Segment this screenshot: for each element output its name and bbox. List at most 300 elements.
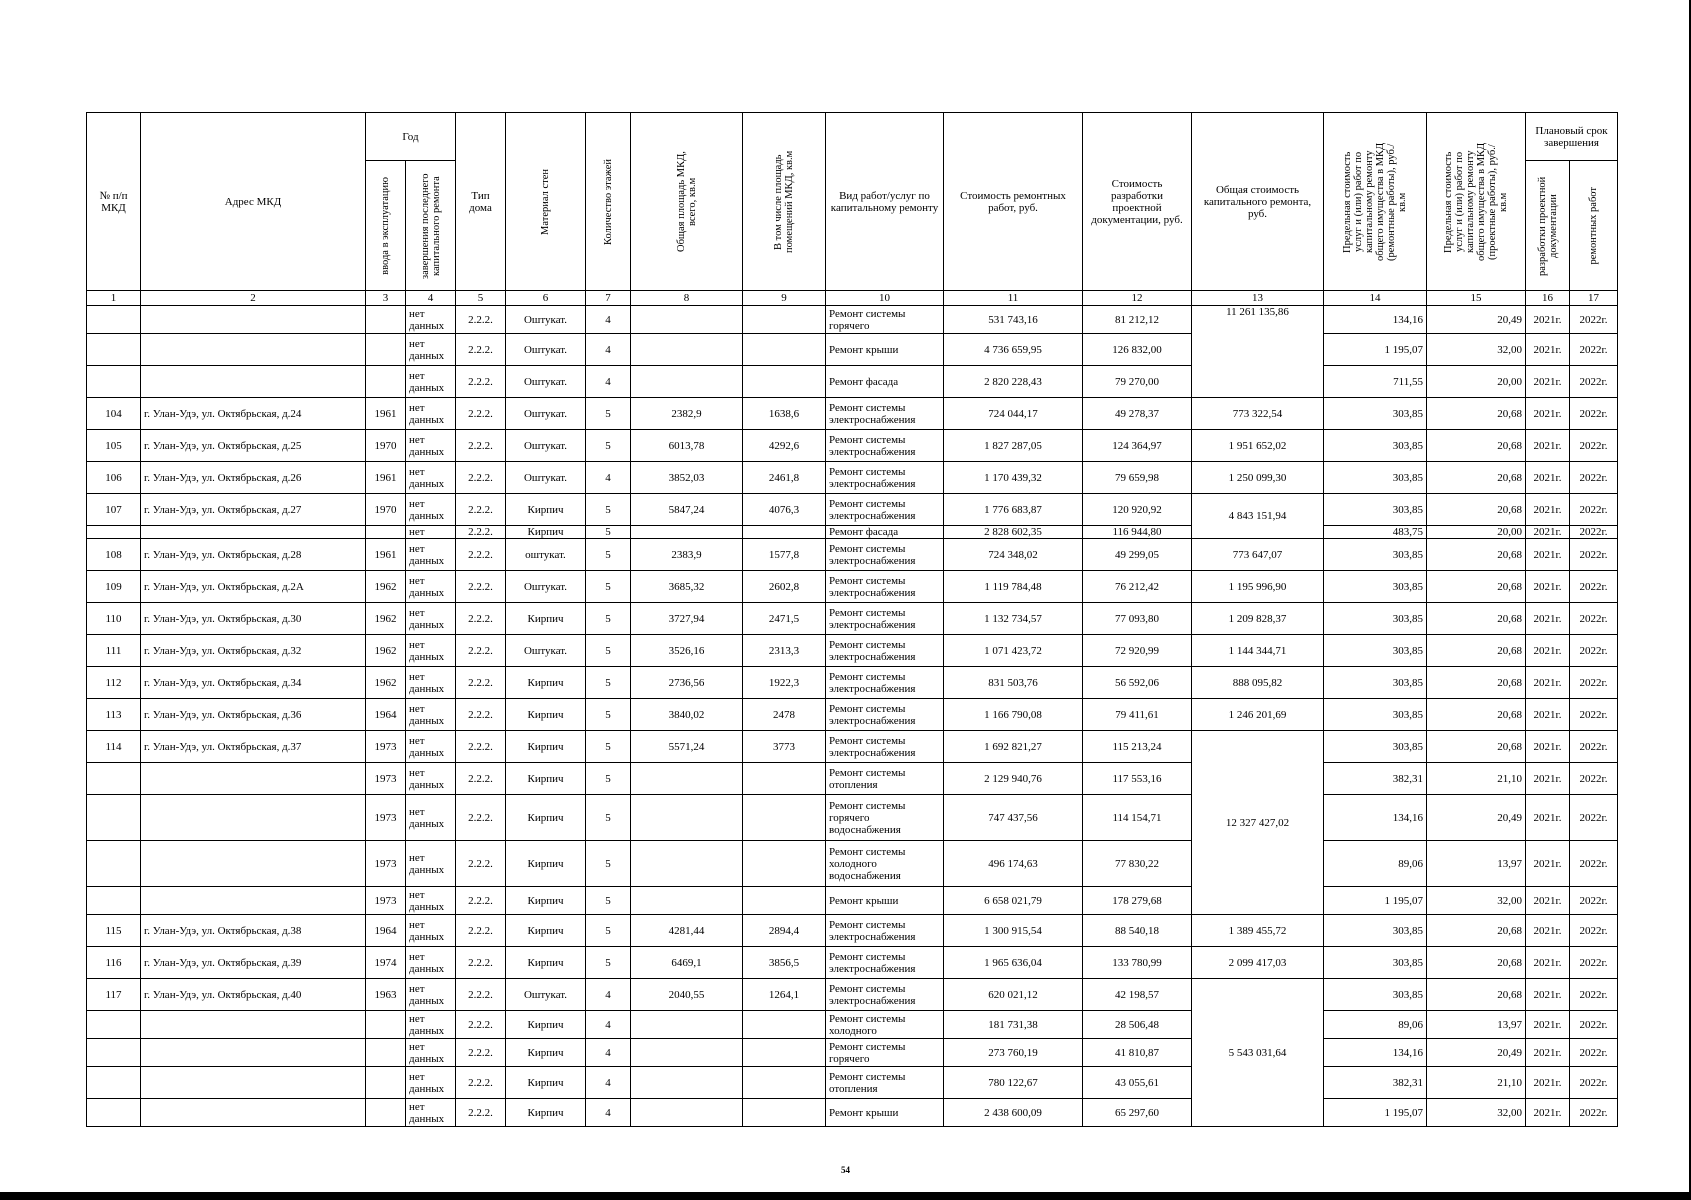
cell-work-type: Ремонт системы электроснабжения <box>826 494 944 526</box>
cell-year-last-repair: нет данных <box>406 398 456 430</box>
cell-wall-material: Оштукат. <box>506 571 586 603</box>
cell-plan-repair-year: 2022г. <box>1570 979 1618 1011</box>
cell-wall-material: Кирпич <box>506 915 586 947</box>
cell-mkd-number: 110 <box>87 603 141 635</box>
cell-wall-material: Оштукат. <box>506 430 586 462</box>
cell-house-type: 2.2.2. <box>456 915 506 947</box>
cell-plan-repair-year: 2022г. <box>1570 763 1618 795</box>
cell-mkd-number: 114 <box>87 731 141 763</box>
cell-work-type: Ремонт системы электроснабжения <box>826 667 944 699</box>
cell-address <box>141 366 366 398</box>
cell-work-type: Ремонт фасада <box>826 526 944 539</box>
cell-year-last-repair: нет данных <box>406 887 456 915</box>
cell-design-cost: 88 540,18 <box>1083 915 1192 947</box>
cell-year-commissioned: 1973 <box>366 795 406 841</box>
cell-repair-cost: 2 828 602,35 <box>944 526 1083 539</box>
header-house-type: Тип дома <box>456 113 506 291</box>
cell-house-type: 2.2.2. <box>456 763 506 795</box>
cell-house-type: 2.2.2. <box>456 526 506 539</box>
cell-address <box>141 1099 366 1127</box>
cell-plan-design-year: 2021г. <box>1526 462 1570 494</box>
cell-year-commissioned: 1974 <box>366 947 406 979</box>
cell-wall-material: Кирпич <box>506 731 586 763</box>
cell-wall-material: Кирпич <box>506 494 586 526</box>
cell-total-cost: 5 543 031,64 <box>1192 979 1324 1127</box>
cell-year-commissioned: 1962 <box>366 571 406 603</box>
cell-total-area: 3727,94 <box>631 603 743 635</box>
cell-work-type: Ремонт системы электроснабжения <box>826 462 944 494</box>
cell-address: г. Улан-Удэ, ул. Октябрьская, д.39 <box>141 947 366 979</box>
cell-premises-area: 3856,5 <box>743 947 826 979</box>
cell-address <box>141 841 366 887</box>
cell-limit-repair: 89,06 <box>1324 841 1427 887</box>
cell-plan-design-year: 2021г. <box>1526 1099 1570 1127</box>
cell-floors: 4 <box>586 334 631 366</box>
header-plan-design: разработки проектной документации <box>1536 175 1559 276</box>
cell-address <box>141 795 366 841</box>
cell-premises-area: 2313,3 <box>743 635 826 667</box>
cell-year-commissioned: 1963 <box>366 979 406 1011</box>
cell-floors: 5 <box>586 494 631 526</box>
cell-floors: 4 <box>586 1099 631 1127</box>
cell-house-type: 2.2.2. <box>456 366 506 398</box>
cell-design-cost: 49 278,37 <box>1083 398 1192 430</box>
cell-limit-repair: 303,85 <box>1324 539 1427 571</box>
cell-repair-cost: 2 438 600,09 <box>944 1099 1083 1127</box>
cell-repair-cost: 747 437,56 <box>944 795 1083 841</box>
cell-plan-repair-year: 2022г. <box>1570 841 1618 887</box>
cell-limit-design: 20,68 <box>1427 603 1526 635</box>
cell-repair-cost: 1 132 734,57 <box>944 603 1083 635</box>
cell-address: г. Улан-Удэ, ул. Октябрьская, д.24 <box>141 398 366 430</box>
cell-year-commissioned <box>366 366 406 398</box>
cell-limit-repair: 134,16 <box>1324 306 1427 334</box>
cell-total-area: 3685,32 <box>631 571 743 603</box>
cell-premises-area: 2471,5 <box>743 603 826 635</box>
header-plan-repair: ремонтных работ <box>1588 186 1599 265</box>
cell-house-type: 2.2.2. <box>456 430 506 462</box>
cell-limit-repair: 134,16 <box>1324 795 1427 841</box>
cell-mkd-number <box>87 1067 141 1099</box>
cell-mkd-number <box>87 841 141 887</box>
cell-design-cost: 28 506,48 <box>1083 1011 1192 1039</box>
cell-design-cost: 43 055,61 <box>1083 1067 1192 1099</box>
cell-plan-repair-year: 2022г. <box>1570 915 1618 947</box>
table-row <box>87 1099 1618 1127</box>
table-row <box>87 571 1618 603</box>
cell-design-cost: 77 093,80 <box>1083 603 1192 635</box>
cell-plan-repair-year: 2022г. <box>1570 947 1618 979</box>
cell-floors: 5 <box>586 539 631 571</box>
cell-house-type: 2.2.2. <box>456 731 506 763</box>
cell-plan-design-year: 2021г. <box>1526 795 1570 841</box>
cell-premises-area <box>743 366 826 398</box>
cell-wall-material: Оштукат. <box>506 462 586 494</box>
cell-house-type: 2.2.2. <box>456 398 506 430</box>
cell-floors: 4 <box>586 306 631 334</box>
cell-repair-cost: 1 071 423,72 <box>944 635 1083 667</box>
cell-repair-cost: 1 166 790,08 <box>944 699 1083 731</box>
cell-address: г. Улан-Удэ, ул. Октябрьская, д.36 <box>141 699 366 731</box>
cell-plan-design-year: 2021г. <box>1526 494 1570 526</box>
cell-plan-repair-year: 2022г. <box>1570 887 1618 915</box>
cell-house-type: 2.2.2. <box>456 979 506 1011</box>
cell-work-type: Ремонт системы электроснабжения <box>826 635 944 667</box>
cell-premises-area <box>743 1067 826 1099</box>
cell-plan-repair-year: 2022г. <box>1570 635 1618 667</box>
cell-limit-design: 20,68 <box>1427 731 1526 763</box>
cell-mkd-number <box>87 526 141 539</box>
cell-total-area <box>631 1011 743 1039</box>
cell-work-type: Ремонт фасада <box>826 366 944 398</box>
cell-limit-design: 20,68 <box>1427 915 1526 947</box>
cell-address: г. Улан-Удэ, ул. Октябрьская, д.26 <box>141 462 366 494</box>
cell-limit-repair: 89,06 <box>1324 1011 1427 1039</box>
cell-plan-repair-year: 2022г. <box>1570 539 1618 571</box>
cell-premises-area <box>743 795 826 841</box>
table-row <box>87 430 1618 462</box>
cell-limit-repair: 134,16 <box>1324 1039 1427 1067</box>
cell-repair-cost: 181 731,38 <box>944 1011 1083 1039</box>
cell-repair-cost: 2 820 228,43 <box>944 366 1083 398</box>
cell-total-area <box>631 1099 743 1127</box>
cell-repair-cost: 1 170 439,32 <box>944 462 1083 494</box>
column-number: 15 <box>1427 291 1526 306</box>
cell-limit-repair: 303,85 <box>1324 915 1427 947</box>
cell-total-cost: 1 195 996,90 <box>1192 571 1324 603</box>
cell-year-commissioned: 1962 <box>366 635 406 667</box>
cell-mkd-number: 116 <box>87 947 141 979</box>
cell-year-last-repair: нет данных <box>406 1067 456 1099</box>
cell-work-type: Ремонт крыши <box>826 887 944 915</box>
cell-mkd-number: 113 <box>87 699 141 731</box>
cell-year-commissioned: 1962 <box>366 603 406 635</box>
cell-floors: 5 <box>586 571 631 603</box>
cell-work-type: Ремонт системы электроснабжения <box>826 571 944 603</box>
cell-work-type: Ремонт системы электроснабжения <box>826 430 944 462</box>
cell-limit-repair: 1 195,07 <box>1324 1099 1427 1127</box>
table-row <box>87 1067 1618 1099</box>
cell-limit-repair: 303,85 <box>1324 979 1427 1011</box>
cell-year-last-repair: нет данных <box>406 795 456 841</box>
cell-repair-cost: 1 776 683,87 <box>944 494 1083 526</box>
cell-plan-design-year: 2021г. <box>1526 539 1570 571</box>
cell-plan-design-year: 2021г. <box>1526 947 1570 979</box>
header-plan-group: Плановый срок завершения <box>1526 113 1618 161</box>
cell-mkd-number: 107 <box>87 494 141 526</box>
cell-plan-design-year: 2021г. <box>1526 334 1570 366</box>
cell-plan-design-year: 2021г. <box>1526 915 1570 947</box>
cell-year-last-repair: нет данных <box>406 699 456 731</box>
table-row <box>87 366 1618 398</box>
cell-premises-area <box>743 887 826 915</box>
column-number: 16 <box>1526 291 1570 306</box>
cell-year-commissioned: 1970 <box>366 430 406 462</box>
cell-mkd-number: 112 <box>87 667 141 699</box>
cell-work-type: Ремонт системы электроснабжения <box>826 979 944 1011</box>
cell-total-cost: 1 144 344,71 <box>1192 635 1324 667</box>
cell-house-type: 2.2.2. <box>456 462 506 494</box>
cell-total-area <box>631 763 743 795</box>
cell-total-cost: 1 250 099,30 <box>1192 462 1324 494</box>
cell-limit-design: 20,68 <box>1427 462 1526 494</box>
cell-total-area <box>631 334 743 366</box>
cell-year-last-repair: нет данных <box>406 635 456 667</box>
cell-limit-repair: 382,31 <box>1324 1067 1427 1099</box>
table-row <box>87 887 1618 915</box>
column-number: 4 <box>406 291 456 306</box>
header-address: Адрес МКД <box>141 113 366 291</box>
cell-address: г. Улан-Удэ, ул. Октябрьская, д.38 <box>141 915 366 947</box>
cell-total-cost: 1 951 652,02 <box>1192 430 1324 462</box>
cell-premises-area: 1638,6 <box>743 398 826 430</box>
table-body <box>87 306 1618 1127</box>
cell-year-last-repair: нет данных <box>406 1099 456 1127</box>
cell-premises-area <box>743 1099 826 1127</box>
cell-limit-design: 13,97 <box>1427 841 1526 887</box>
cell-total-area: 5571,24 <box>631 731 743 763</box>
cell-design-cost: 79 659,98 <box>1083 462 1192 494</box>
cell-total-area <box>631 366 743 398</box>
cell-address <box>141 526 366 539</box>
cell-year-last-repair: нет данных <box>406 430 456 462</box>
cell-address: г. Улан-Удэ, ул. Октябрьская, д.34 <box>141 667 366 699</box>
cell-plan-design-year: 2021г. <box>1526 603 1570 635</box>
column-number: 12 <box>1083 291 1192 306</box>
cell-year-last-repair: нет данных <box>406 731 456 763</box>
cell-plan-repair-year: 2022г. <box>1570 1067 1618 1099</box>
cell-floors: 5 <box>586 526 631 539</box>
cell-design-cost: 133 780,99 <box>1083 947 1192 979</box>
column-number: 5 <box>456 291 506 306</box>
cell-work-type: Ремонт системы электроснабжения <box>826 539 944 571</box>
cell-limit-design: 20,00 <box>1427 526 1526 539</box>
cell-repair-cost: 620 021,12 <box>944 979 1083 1011</box>
cell-limit-design: 20,68 <box>1427 635 1526 667</box>
cell-address: г. Улан-Удэ, ул. Октябрьская, д.32 <box>141 635 366 667</box>
cell-repair-cost: 4 736 659,95 <box>944 334 1083 366</box>
cell-plan-repair-year: 2022г. <box>1570 667 1618 699</box>
cell-limit-design: 21,10 <box>1427 1067 1526 1099</box>
cell-year-last-repair: нет данных <box>406 494 456 526</box>
cell-design-cost: 77 830,22 <box>1083 841 1192 887</box>
cell-address: г. Улан-Удэ, ул. Октябрьская, д.28 <box>141 539 366 571</box>
cell-repair-cost: 780 122,67 <box>944 1067 1083 1099</box>
cell-plan-repair-year: 2022г. <box>1570 462 1618 494</box>
cell-total-area: 2383,9 <box>631 539 743 571</box>
header-total-cost: Общая стоимость капитального ремонта, руб. <box>1192 113 1324 291</box>
cell-design-cost: 49 299,05 <box>1083 539 1192 571</box>
header-floors: Количество этажей <box>602 158 614 245</box>
cell-wall-material: Кирпич <box>506 1011 586 1039</box>
cell-year-commissioned: 1973 <box>366 841 406 887</box>
cell-house-type: 2.2.2. <box>456 539 506 571</box>
cell-house-type: 2.2.2. <box>456 571 506 603</box>
cell-design-cost: 120 920,92 <box>1083 494 1192 526</box>
header-repair-cost: Стоимость ремонтных работ, руб. <box>944 113 1083 291</box>
cell-address <box>141 306 366 334</box>
cell-year-last-repair: нет данных <box>406 979 456 1011</box>
header-year-last-repair: завершения последнего капитального ремонта <box>419 172 442 279</box>
cell-year-last-repair: нет данных <box>406 947 456 979</box>
cell-total-cost: 888 095,82 <box>1192 667 1324 699</box>
cell-total-cost: 11 261 135,86 <box>1192 306 1324 398</box>
cell-design-cost: 81 212,12 <box>1083 306 1192 334</box>
cell-premises-area: 1922,3 <box>743 667 826 699</box>
cell-limit-repair: 303,85 <box>1324 699 1427 731</box>
cell-limit-design: 20,68 <box>1427 979 1526 1011</box>
cell-address: г. Улан-Удэ, ул. Октябрьская, д.2А <box>141 571 366 603</box>
column-number-row <box>87 291 1618 306</box>
cell-year-last-repair: нет данных <box>406 1011 456 1039</box>
cell-limit-design: 20,49 <box>1427 306 1526 334</box>
cell-year-commissioned: 1973 <box>366 731 406 763</box>
cell-house-type: 2.2.2. <box>456 603 506 635</box>
cell-mkd-number: 105 <box>87 430 141 462</box>
table-row <box>87 306 1618 334</box>
cell-limit-repair: 1 195,07 <box>1324 334 1427 366</box>
cell-wall-material: Оштукат. <box>506 398 586 430</box>
cell-address: г. Улан-Удэ, ул. Октябрьская, д.25 <box>141 430 366 462</box>
cell-plan-repair-year: 2022г. <box>1570 526 1618 539</box>
cell-plan-design-year: 2021г. <box>1526 635 1570 667</box>
cell-plan-design-year: 2021г. <box>1526 571 1570 603</box>
cell-house-type: 2.2.2. <box>456 306 506 334</box>
cell-wall-material: Кирпич <box>506 1067 586 1099</box>
cell-premises-area <box>743 763 826 795</box>
cell-floors: 5 <box>586 795 631 841</box>
cell-design-cost: 126 832,00 <box>1083 334 1192 366</box>
table-row <box>87 795 1618 841</box>
cell-floors: 5 <box>586 430 631 462</box>
cell-year-commissioned: 1961 <box>366 462 406 494</box>
column-number: 8 <box>631 291 743 306</box>
cell-work-type: Ремонт системы горячего <box>826 1039 944 1067</box>
cell-design-cost: 178 279,68 <box>1083 887 1192 915</box>
cell-total-area: 3852,03 <box>631 462 743 494</box>
cell-floors: 4 <box>586 979 631 1011</box>
cell-limit-design: 20,49 <box>1427 795 1526 841</box>
cell-house-type: 2.2.2. <box>456 795 506 841</box>
cell-plan-design-year: 2021г. <box>1526 763 1570 795</box>
cell-mkd-number: 115 <box>87 915 141 947</box>
cell-limit-design: 20,68 <box>1427 947 1526 979</box>
cell-premises-area: 3773 <box>743 731 826 763</box>
cell-design-cost: 114 154,71 <box>1083 795 1192 841</box>
cell-design-cost: 79 270,00 <box>1083 366 1192 398</box>
cell-floors: 5 <box>586 915 631 947</box>
cell-limit-design: 20,00 <box>1427 366 1526 398</box>
cell-mkd-number <box>87 306 141 334</box>
cell-year-last-repair: нет данных <box>406 334 456 366</box>
cell-floors: 5 <box>586 731 631 763</box>
cell-year-last-repair: нет данных <box>406 366 456 398</box>
table-row <box>87 494 1618 526</box>
cell-design-cost: 79 411,61 <box>1083 699 1192 731</box>
cell-total-area <box>631 795 743 841</box>
cell-repair-cost: 273 760,19 <box>944 1039 1083 1067</box>
cell-design-cost: 72 920,99 <box>1083 635 1192 667</box>
repair-register-table <box>86 112 1618 1127</box>
cell-limit-design: 20,68 <box>1427 667 1526 699</box>
cell-premises-area: 2478 <box>743 699 826 731</box>
cell-wall-material: оштукат. <box>506 539 586 571</box>
cell-wall-material: Кирпич <box>506 887 586 915</box>
table-row <box>87 841 1618 887</box>
cell-total-area: 5847,24 <box>631 494 743 526</box>
cell-limit-design: 32,00 <box>1427 1099 1526 1127</box>
cell-year-commissioned: 1973 <box>366 887 406 915</box>
cell-wall-material: Кирпич <box>506 526 586 539</box>
cell-year-commissioned <box>366 1099 406 1127</box>
cell-wall-material: Кирпич <box>506 1039 586 1067</box>
table-row <box>87 947 1618 979</box>
table-row <box>87 915 1618 947</box>
cell-plan-design-year: 2021г. <box>1526 526 1570 539</box>
cell-limit-repair: 382,31 <box>1324 763 1427 795</box>
cell-limit-repair: 303,85 <box>1324 430 1427 462</box>
cell-work-type: Ремонт системы горячего водоснабжения <box>826 795 944 841</box>
table-row <box>87 462 1618 494</box>
cell-year-last-repair: нет данных <box>406 462 456 494</box>
cell-house-type: 2.2.2. <box>456 887 506 915</box>
cell-total-cost: 1 389 455,72 <box>1192 915 1324 947</box>
cell-mkd-number: 117 <box>87 979 141 1011</box>
cell-mkd-number <box>87 763 141 795</box>
cell-work-type: Ремонт крыши <box>826 334 944 366</box>
table-row <box>87 1039 1618 1067</box>
cell-wall-material: Кирпич <box>506 699 586 731</box>
table-row <box>87 334 1618 366</box>
cell-floors: 5 <box>586 667 631 699</box>
table-row <box>87 398 1618 430</box>
cell-mkd-number <box>87 334 141 366</box>
cell-total-area: 2736,56 <box>631 667 743 699</box>
cell-plan-design-year: 2021г. <box>1526 699 1570 731</box>
cell-mkd-number <box>87 1011 141 1039</box>
cell-plan-design-year: 2021г. <box>1526 979 1570 1011</box>
cell-total-area: 2040,55 <box>631 979 743 1011</box>
cell-plan-design-year: 2021г. <box>1526 731 1570 763</box>
cell-house-type: 2.2.2. <box>456 1099 506 1127</box>
cell-repair-cost: 831 503,76 <box>944 667 1083 699</box>
cell-work-type: Ремонт системы холодного водоснабжения <box>826 841 944 887</box>
cell-premises-area <box>743 1039 826 1067</box>
cell-mkd-number <box>87 887 141 915</box>
cell-plan-design-year: 2021г. <box>1526 667 1570 699</box>
cell-total-cost: 12 327 427,02 <box>1192 731 1324 915</box>
cell-total-area <box>631 526 743 539</box>
column-number: 7 <box>586 291 631 306</box>
cell-total-area: 6469,1 <box>631 947 743 979</box>
cell-floors: 5 <box>586 947 631 979</box>
cell-total-area <box>631 1067 743 1099</box>
cell-work-type: Ремонт системы электроснабжения <box>826 603 944 635</box>
cell-year-last-repair: нет данных <box>406 1039 456 1067</box>
cell-work-type: Ремонт системы электроснабжения <box>826 915 944 947</box>
table-row <box>87 603 1618 635</box>
cell-limit-repair: 1 195,07 <box>1324 887 1427 915</box>
cell-address <box>141 887 366 915</box>
cell-limit-design: 21,10 <box>1427 763 1526 795</box>
cell-limit-design: 20,68 <box>1427 398 1526 430</box>
cell-repair-cost: 724 044,17 <box>944 398 1083 430</box>
cell-year-commissioned <box>366 306 406 334</box>
cell-plan-design-year: 2021г. <box>1526 398 1570 430</box>
cell-year-commissioned <box>366 1039 406 1067</box>
cell-limit-repair: 483,75 <box>1324 526 1427 539</box>
cell-plan-repair-year: 2022г. <box>1570 571 1618 603</box>
